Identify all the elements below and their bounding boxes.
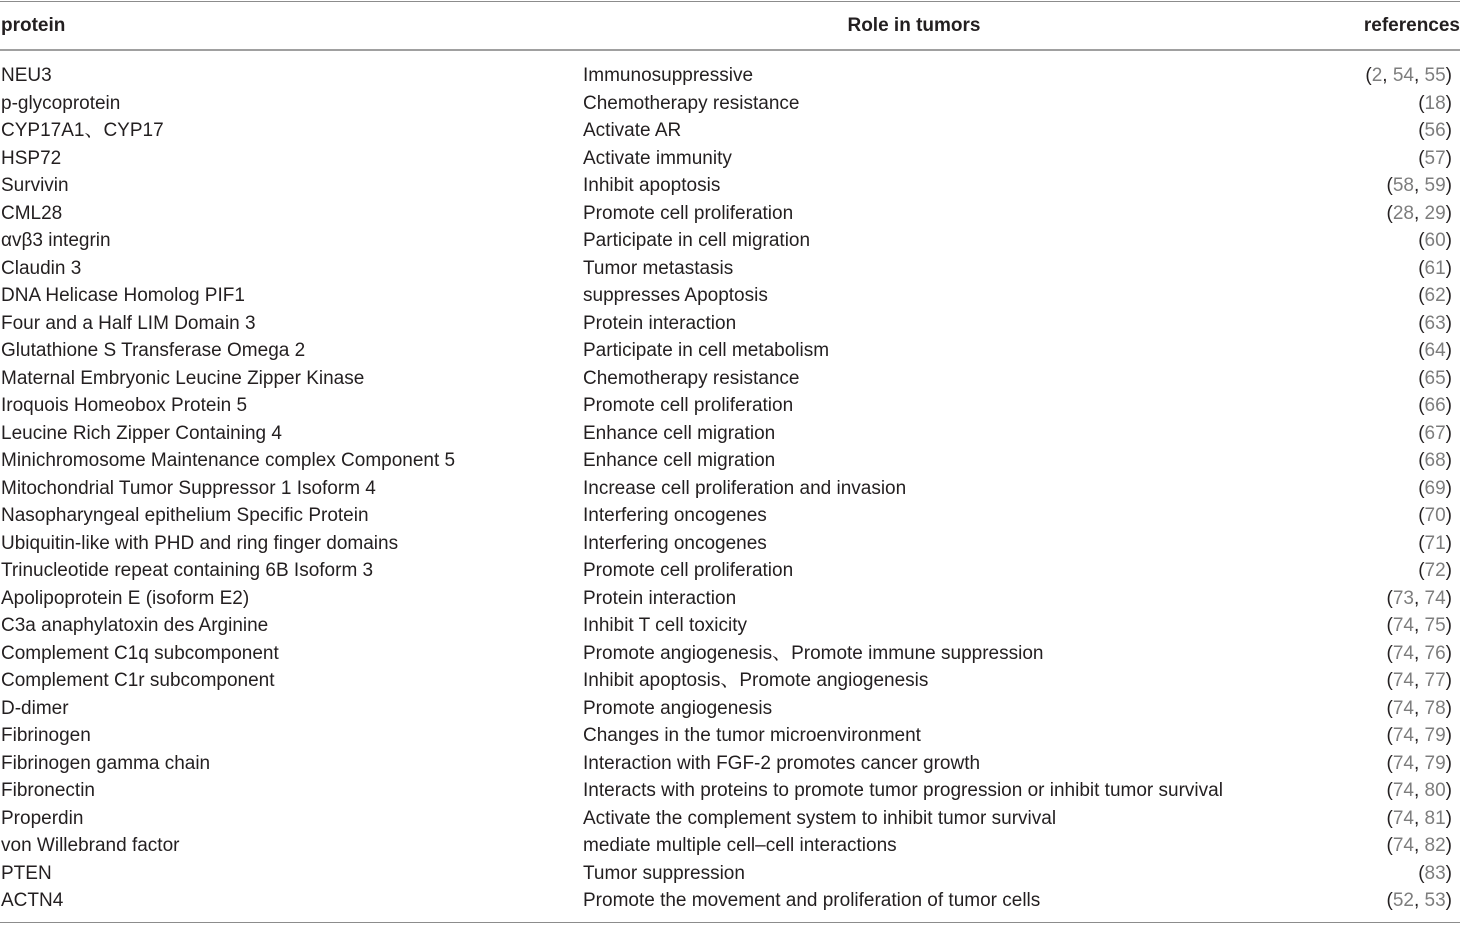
table-row	[0, 805, 1460, 833]
references-cell: (67)	[1418, 422, 1452, 444]
references-cell: (74, 77)	[1386, 670, 1452, 691]
reference-link[interactable]: 29	[1424, 202, 1446, 224]
table-row	[0, 667, 1460, 695]
table-row	[0, 172, 1460, 200]
role-cell: Promote cell proliferation	[583, 395, 794, 416]
reference-link[interactable]: 74	[1392, 697, 1414, 719]
references-cell: (74, 76)	[1386, 642, 1452, 664]
role-cell: mediate multiple cell–cell interactions	[583, 835, 897, 856]
reference-link[interactable]: 79	[1424, 752, 1446, 774]
role-cell: Inhibit apoptosis、Promote angiogenesis	[583, 670, 929, 691]
table-top-rule	[0, 1, 1460, 2]
references-cell: (65)	[1418, 367, 1452, 389]
reference-link[interactable]: 59	[1424, 175, 1446, 196]
reference-link[interactable]: 74	[1392, 725, 1414, 746]
role-cell: Promote angiogenesis	[583, 697, 773, 719]
protein-cell: Complement C1q subcomponent	[1, 642, 279, 664]
role-cell: Interacts with proteins to promote tumor progression or inhibit tumor survival	[583, 780, 1223, 801]
references-cell: (74, 78)	[1386, 697, 1452, 719]
references-cell: (52, 53)	[1386, 890, 1452, 911]
protein-cell: Apolipoprotein E (isoform E2)	[1, 587, 250, 609]
reference-link[interactable]: 56	[1424, 120, 1446, 141]
role-cell: Tumor metastasis	[583, 257, 734, 279]
reference-link[interactable]: 76	[1424, 642, 1446, 664]
references-cell: (74, 79)	[1386, 752, 1452, 774]
role-cell: Activate the complement system to inhibit tumor survival	[583, 807, 1057, 829]
protein-cell: Ubiquitin-like with PHD and ring finger domains	[1, 532, 399, 554]
protein-cell: Survivin	[1, 175, 69, 196]
role-cell: Interfering oncogenes	[583, 505, 767, 526]
table-row	[0, 392, 1460, 420]
protein-cell: von Willebrand factor	[1, 835, 180, 856]
table-row	[0, 447, 1460, 475]
references-cell: (62)	[1418, 285, 1452, 306]
table-row	[0, 62, 1460, 90]
role-cell: Promote cell proliferation	[583, 560, 794, 581]
references-cell: (69)	[1418, 477, 1452, 499]
references-cell: (71)	[1418, 532, 1452, 554]
references-cell: (74, 82)	[1386, 835, 1452, 856]
reference-link[interactable]: 74	[1424, 587, 1446, 609]
role-cell: Promote angiogenesis、Promote immune suppression	[583, 642, 1044, 664]
reference-link[interactable]: 60	[1424, 230, 1446, 251]
references-cell: (18)	[1418, 92, 1452, 114]
table-row	[0, 117, 1460, 145]
role-cell: Inhibit apoptosis	[583, 175, 721, 196]
table-row	[0, 832, 1460, 860]
table-row	[0, 227, 1460, 255]
table-row	[0, 750, 1460, 778]
references-cell: (74, 80)	[1386, 780, 1452, 801]
table-row	[0, 557, 1460, 585]
protein-cell: Fibrinogen	[1, 725, 91, 746]
references-cell: (56)	[1418, 120, 1452, 141]
table-row	[0, 640, 1460, 668]
reference-link[interactable]: 81	[1424, 807, 1446, 829]
reference-link[interactable]: 53	[1424, 890, 1446, 911]
references-cell: (66)	[1418, 395, 1452, 416]
references-cell: (74, 79)	[1386, 725, 1452, 746]
references-cell: (68)	[1418, 450, 1452, 471]
references-cell: (74, 75)	[1386, 615, 1452, 636]
reference-link[interactable]: 65	[1424, 367, 1446, 389]
protein-cell: Leucine Rich Zipper Containing 4	[1, 422, 282, 444]
role-cell: Promote cell proliferation	[583, 202, 794, 224]
table-row	[0, 777, 1460, 805]
reference-link[interactable]: 57	[1424, 147, 1446, 169]
references-cell: (83)	[1418, 862, 1452, 884]
references-cell: (61)	[1418, 257, 1452, 279]
protein-cell: CYP17A1、CYP17	[1, 120, 164, 141]
protein-cell: Mitochondrial Tumor Suppressor 1 Isoform 4	[1, 477, 376, 499]
role-cell: Interfering oncogenes	[583, 532, 767, 554]
role-cell: Promote the movement and proliferation of tumor cells	[583, 890, 1041, 911]
reference-link[interactable]: 28	[1392, 202, 1414, 224]
role-cell: Protein interaction	[583, 312, 737, 334]
reference-link[interactable]: 72	[1424, 560, 1446, 581]
reference-link[interactable]: 2	[1371, 65, 1383, 86]
role-cell: Participate in cell migration	[583, 230, 811, 251]
references-cell: (73, 74)	[1386, 587, 1452, 609]
header-rule	[0, 49, 1460, 51]
protein-cell: Properdin	[1, 807, 84, 829]
column-header-role: Role in tumors	[847, 15, 981, 36]
reference-link[interactable]: 70	[1424, 505, 1446, 526]
reference-link[interactable]: 62	[1424, 285, 1446, 306]
role-cell: Chemotherapy resistance	[583, 92, 800, 114]
references-cell: (64)	[1418, 340, 1452, 361]
reference-link[interactable]: 52	[1392, 890, 1414, 911]
role-cell: Activate immunity	[583, 147, 732, 169]
protein-cell: DNA Helicase Homolog PIF1	[1, 285, 245, 306]
table-bottom-rule	[0, 922, 1460, 923]
table-body	[0, 62, 1460, 915]
reference-link[interactable]: 67	[1424, 422, 1446, 444]
protein-cell: NEU3	[1, 65, 52, 86]
reference-link[interactable]: 74	[1392, 642, 1414, 664]
references-cell: (28, 29)	[1386, 202, 1452, 224]
table-row	[0, 90, 1460, 118]
reference-link[interactable]: 63	[1424, 312, 1446, 334]
table-row	[0, 530, 1460, 558]
reference-link[interactable]: 74	[1392, 807, 1414, 829]
reference-link[interactable]: 66	[1424, 395, 1446, 416]
role-cell: Activate AR	[583, 120, 682, 141]
reference-link[interactable]: 74	[1392, 752, 1414, 774]
protein-cell: Claudin 3	[1, 257, 82, 279]
protein-cell: Four and a Half LIM Domain 3	[1, 312, 256, 334]
table-row	[0, 612, 1460, 640]
protein-cell: Glutathione S Transferase Omega 2	[1, 340, 306, 361]
role-cell: Inhibit T cell toxicity	[583, 615, 748, 636]
protein-cell: Fibronectin	[1, 780, 95, 801]
reference-link[interactable]: 71	[1424, 532, 1446, 554]
table-row	[0, 255, 1460, 283]
references-cell: (2, 54, 55)	[1365, 65, 1452, 86]
table-row	[0, 860, 1460, 888]
protein-cell: Complement C1r subcomponent	[1, 670, 275, 691]
reference-link[interactable]: 83	[1424, 862, 1446, 884]
table-row	[0, 475, 1460, 503]
table-row	[0, 310, 1460, 338]
role-cell: Participate in cell metabolism	[583, 340, 830, 361]
reference-link[interactable]: 64	[1424, 340, 1446, 361]
reference-link[interactable]: 61	[1424, 257, 1446, 279]
reference-link[interactable]: 80	[1424, 780, 1446, 801]
table-row	[0, 887, 1460, 915]
references-cell: (70)	[1418, 505, 1452, 526]
references-cell: (74, 81)	[1386, 807, 1452, 829]
table-row	[0, 722, 1460, 750]
table-row	[0, 695, 1460, 723]
protein-cell: HSP72	[1, 147, 62, 169]
reference-link[interactable]: 74	[1392, 670, 1414, 691]
column-header-references: references	[1363, 15, 1460, 36]
reference-link[interactable]: 74	[1392, 835, 1414, 856]
table-row	[0, 585, 1460, 613]
protein-cell: Maternal Embryonic Leucine Zipper Kinase	[1, 367, 365, 389]
references-cell: (63)	[1418, 312, 1452, 334]
table-row	[0, 200, 1460, 228]
role-cell: Enhance cell migration	[583, 450, 776, 471]
references-cell: (58, 59)	[1386, 175, 1452, 196]
role-cell: Enhance cell migration	[583, 422, 776, 444]
protein-cell: ACTN4	[1, 890, 64, 911]
reference-link[interactable]: 54	[1392, 65, 1414, 86]
protein-cell: Fibrinogen gamma chain	[1, 752, 211, 774]
reference-link[interactable]: 73	[1392, 587, 1414, 609]
reference-link[interactable]: 75	[1424, 615, 1446, 636]
references-cell: (57)	[1418, 147, 1452, 169]
reference-link[interactable]: 74	[1392, 615, 1414, 636]
protein-cell: Minichromosome Maintenance complex Component 5	[1, 450, 456, 471]
reference-link[interactable]: 58	[1392, 175, 1414, 196]
reference-link[interactable]: 18	[1424, 92, 1446, 114]
table-row	[0, 502, 1460, 530]
protein-cell: p-glycoprotein	[1, 92, 121, 114]
reference-link[interactable]: 68	[1424, 450, 1446, 471]
references-cell: (60)	[1418, 230, 1452, 251]
reference-link[interactable]: 55	[1424, 65, 1446, 86]
table-row	[0, 282, 1460, 310]
protein-cell: Iroquois Homeobox Protein 5	[1, 395, 248, 416]
reference-link[interactable]: 69	[1424, 477, 1446, 499]
reference-link[interactable]: 82	[1424, 835, 1446, 856]
role-cell: Interaction with FGF-2 promotes cancer growth	[583, 752, 981, 774]
protein-cell: Trinucleotide repeat containing 6B Isoform 3	[1, 560, 374, 581]
role-cell: Immunosuppressive	[583, 65, 754, 86]
protein-cell: Nasopharyngeal epithelium Specific Protein	[1, 505, 369, 526]
role-cell: Chemotherapy resistance	[583, 367, 800, 389]
reference-link[interactable]: 77	[1424, 670, 1446, 691]
role-cell: Protein interaction	[583, 587, 737, 609]
role-cell: Tumor suppression	[583, 862, 745, 884]
reference-link[interactable]: 74	[1392, 780, 1414, 801]
role-cell: Changes in the tumor microenvironment	[583, 725, 921, 746]
role-cell: suppresses Apoptosis	[583, 285, 768, 306]
protein-cell: C3a anaphylatoxin des Arginine	[1, 615, 269, 636]
table-row	[0, 365, 1460, 393]
table-row	[0, 337, 1460, 365]
references-cell: (72)	[1418, 560, 1452, 581]
protein-cell: CML28	[1, 202, 63, 224]
table-row	[0, 420, 1460, 448]
reference-link[interactable]: 78	[1424, 697, 1446, 719]
reference-link[interactable]: 79	[1424, 725, 1446, 746]
protein-cell: D-dimer	[1, 697, 69, 719]
protein-cell: αvβ3 integrin	[1, 230, 111, 251]
column-header-protein: protein	[1, 15, 66, 36]
role-cell: Increase cell proliferation and invasion	[583, 477, 907, 499]
table-row	[0, 145, 1460, 173]
protein-cell: PTEN	[1, 862, 52, 884]
